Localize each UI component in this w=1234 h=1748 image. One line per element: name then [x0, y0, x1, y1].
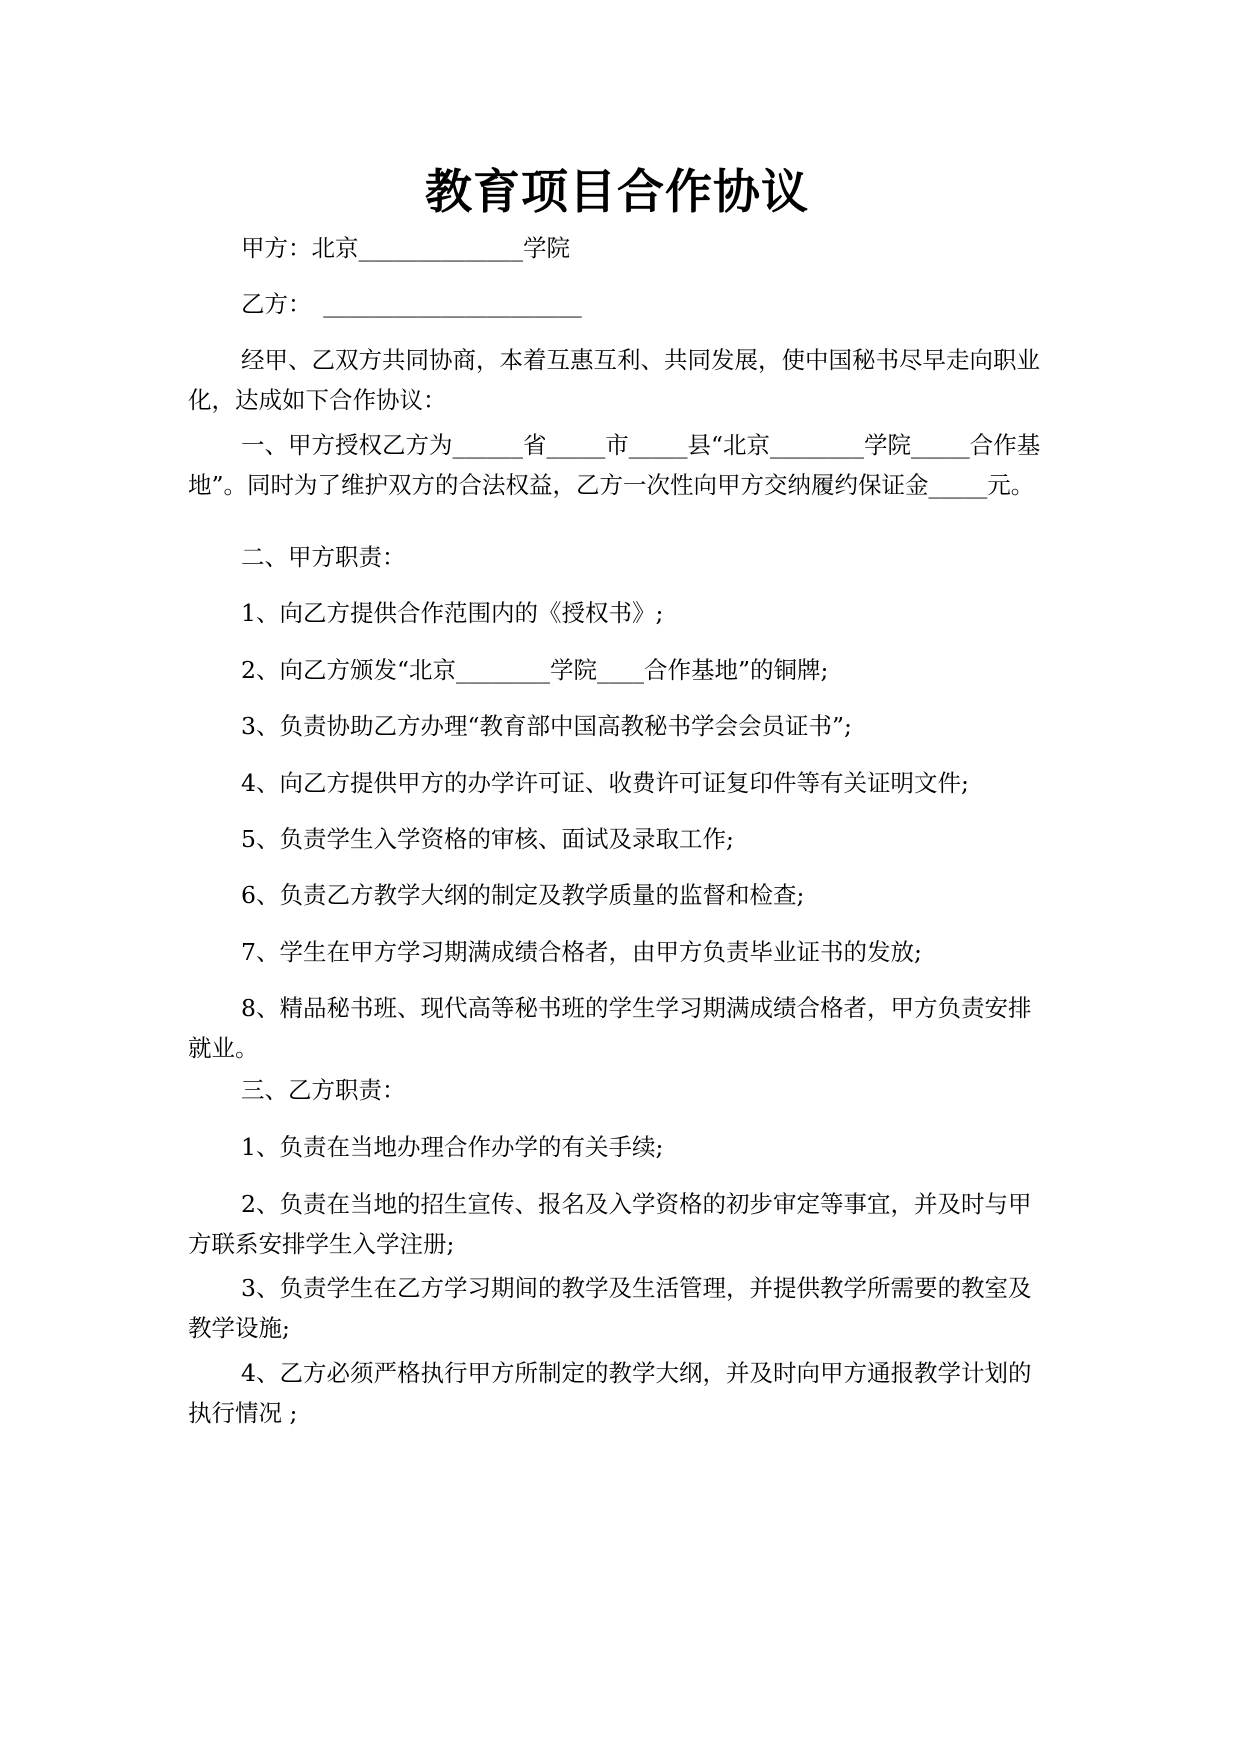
party-a-duty-5: 5、负责学生入学资格的审核、面试及录取工作;	[241, 825, 734, 853]
party-a-duty-6: 6、负责乙方教学大纲的制定及教学质量的监督和检查;	[241, 881, 805, 909]
party-a-duty-3: 3、负责协助乙方办理“教育部中国高教秘书学会会员证书”;	[241, 712, 852, 740]
party-b-duty-1: 1、负责在当地办理合作办学的有关手续;	[241, 1133, 664, 1161]
document-title: 教育项目合作协议	[425, 165, 809, 220]
party-a-duty-2: 2、向乙方颁发“北京________学院____合作基地”的铜牌;	[241, 656, 829, 684]
party-a-duty-1: 1、向乙方提供合作范围内的《授权书》;	[241, 599, 664, 627]
clause-1-paragraph: 一、甲方授权乙方为______省_____市_____县“北京________学院_____合作基地”。同时为了维护双方的合法权益，乙方一次性向甲方交纳履约保证金_____元。	[188, 431, 1041, 499]
section-3-heading: 三、乙方职责：	[241, 1076, 406, 1104]
party-a-duty-8: 8、精品秘书班、现代高等秘书班的学生学习期满成绩合格者，甲方负责安排就业。	[188, 994, 1032, 1062]
party-b-duty-2: 2、负责在当地的招生宣传、报名及入学资格的初步审定等事宜，并及时与甲方联系安排学生入学注册;	[188, 1190, 1032, 1258]
intro-paragraph: 经甲、乙双方共同协商，本着互惠互利、共同发展，使中国秘书尽早走向职业化，达成如下合作协议：	[188, 346, 1040, 414]
party-a-line: 甲方：北京______________学院	[241, 234, 570, 262]
party-b-line: 乙方： ______________________	[241, 290, 582, 318]
party-b-duty-4: 4、乙方必须严格执行甲方所制定的教学大纲，并及时向甲方通报教学计划的执行情况 ;	[188, 1359, 1032, 1427]
party-b-duty-3: 3、负责学生在乙方学习期间的教学及生活管理，并提供教学所需要的教室及教学设施;	[188, 1274, 1032, 1342]
section-2-heading: 二、甲方职责：	[241, 543, 406, 571]
party-a-duty-4: 4、向乙方提供甲方的办学许可证、收费许可证复印件等有关证明文件;	[241, 769, 969, 797]
party-a-duty-7: 7、学生在甲方学习期满成绩合格者，由甲方负责毕业证书的发放;	[241, 938, 922, 966]
